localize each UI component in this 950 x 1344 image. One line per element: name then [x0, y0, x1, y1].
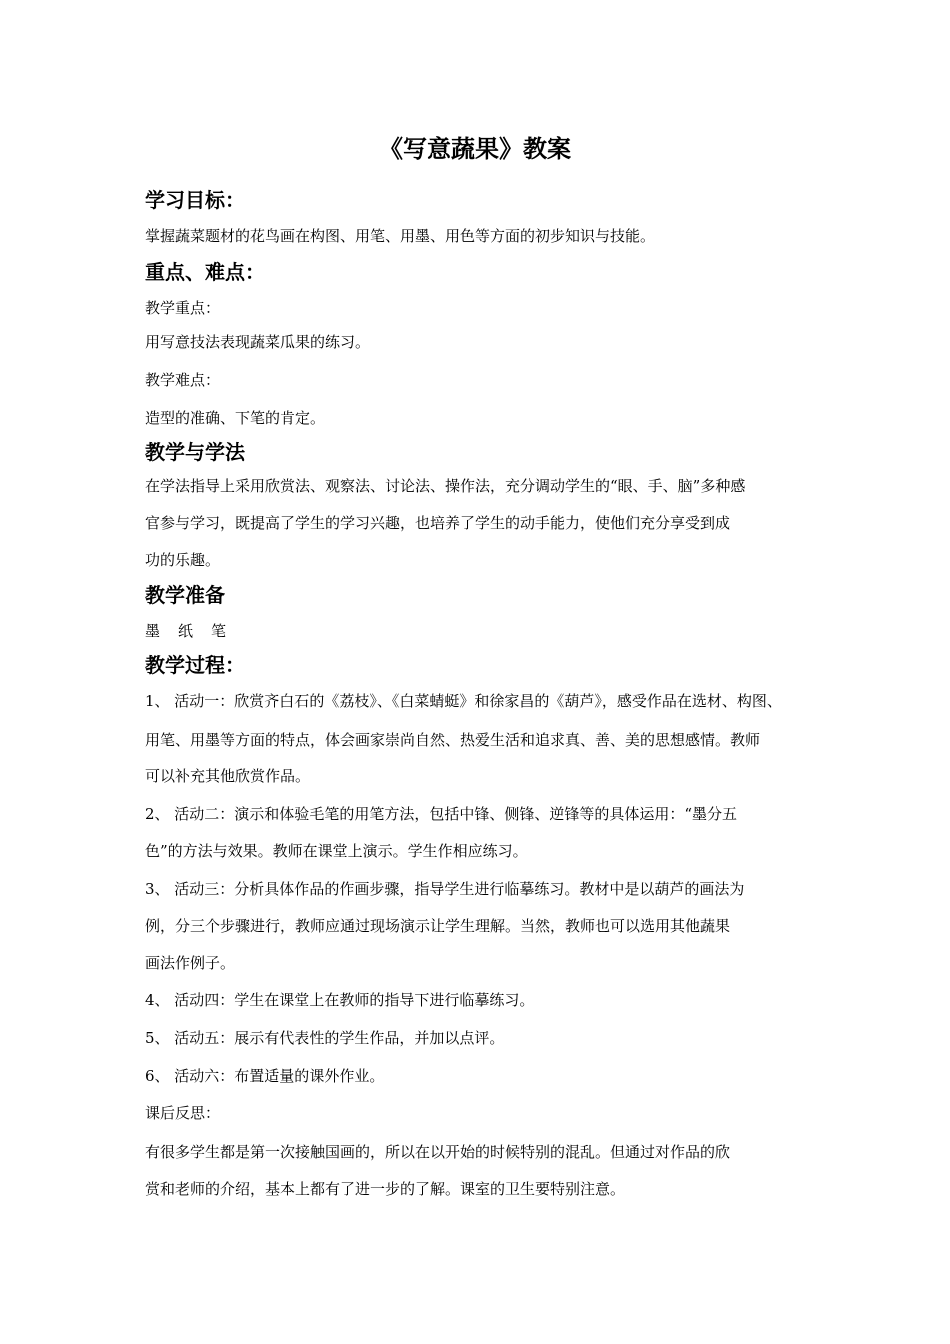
focus-label: 教学重点： — [145, 299, 221, 317]
reflection-label: 课后反思： — [145, 1104, 221, 1122]
process-line: 6、 活动六：布置适量的课外作业。 — [145, 1067, 385, 1085]
preparation-heading: 教学准备 — [145, 583, 225, 607]
process-line: 3、 活动三：分析具体作品的作画步骤，指导学生进行临摹练习。教材中是以葫芦的画法为 — [145, 880, 745, 898]
objectives-heading: 学习目标： — [145, 188, 245, 212]
methods-heading: 教学与学法 — [145, 440, 245, 464]
difficulty-label: 教学难点： — [145, 371, 221, 389]
methods-line: 在学法指导上采用欣赏法、观察法、讨论法、操作法，充分调动学生的“眼、手、脑”多种感 — [145, 477, 746, 495]
preparation-item: 纸 — [178, 622, 194, 640]
process-line: 1、 活动一：欣赏齐白石的《荔枝》、《白菜蜻蜓》和徐家昌的《葫芦》，感受作品在选材、构图、 — [145, 692, 782, 710]
difficulty-text: 造型的准确、下笔的肯定。 — [145, 409, 326, 427]
preparation-item: 笔 — [211, 622, 227, 640]
reflection-line: 赏和老师的介绍，基本上都有了进一步的了解。课室的卫生要特别注意。 — [145, 1180, 626, 1198]
process-line: 可以补充其他欣赏作品。 — [145, 767, 311, 785]
key-points-heading: 重点、难点： — [145, 260, 265, 284]
methods-line: 功的乐趣。 — [145, 551, 221, 569]
preparation-items — [145, 620, 244, 642]
process-line: 画法作例子。 — [145, 954, 236, 972]
process-line: 用笔、用墨等方面的特点，体会画家崇尚自然、热爱生活和追求真、善、美的思想感情。教师 — [145, 731, 761, 749]
preparation-item: 墨 — [145, 622, 161, 640]
process-line: 色”的方法与效果。教师在课堂上演示。学生作相应练习。 — [145, 842, 528, 860]
document-title: 《写意蔬果》教案 — [379, 135, 571, 163]
process-line: 2、 活动二：演示和体验毛笔的用笔方法，包括中锋、侧锋、逆锋等的具体运用：“墨分五 — [145, 805, 737, 823]
process-heading: 教学过程： — [145, 653, 245, 677]
process-line: 4、 活动四：学生在课堂上在教师的指导下进行临摹练习。 — [145, 991, 535, 1009]
methods-line: 官参与学习，既提高了学生的学习兴趣，也培养了学生的动手能力，使他们充分享受到成 — [145, 514, 731, 532]
focus-text: 用写意技法表现蔬菜瓜果的练习。 — [145, 333, 371, 351]
reflection-line: 有很多学生都是第一次接触国画的，所以在以开始的时候特别的混乱。但通过对作品的欣 — [145, 1143, 731, 1161]
process-line: 5、 活动五：展示有代表性的学生作品，并加以点评。 — [145, 1029, 505, 1047]
process-line: 例，分三个步骤进行，教师应通过现场演示让学生理解。当然，教师也可以选用其他蔬果 — [145, 917, 731, 935]
objectives-text: 掌握蔬菜题材的花鸟画在构图、用笔、用墨、用色等方面的初步知识与技能。 — [145, 227, 656, 245]
